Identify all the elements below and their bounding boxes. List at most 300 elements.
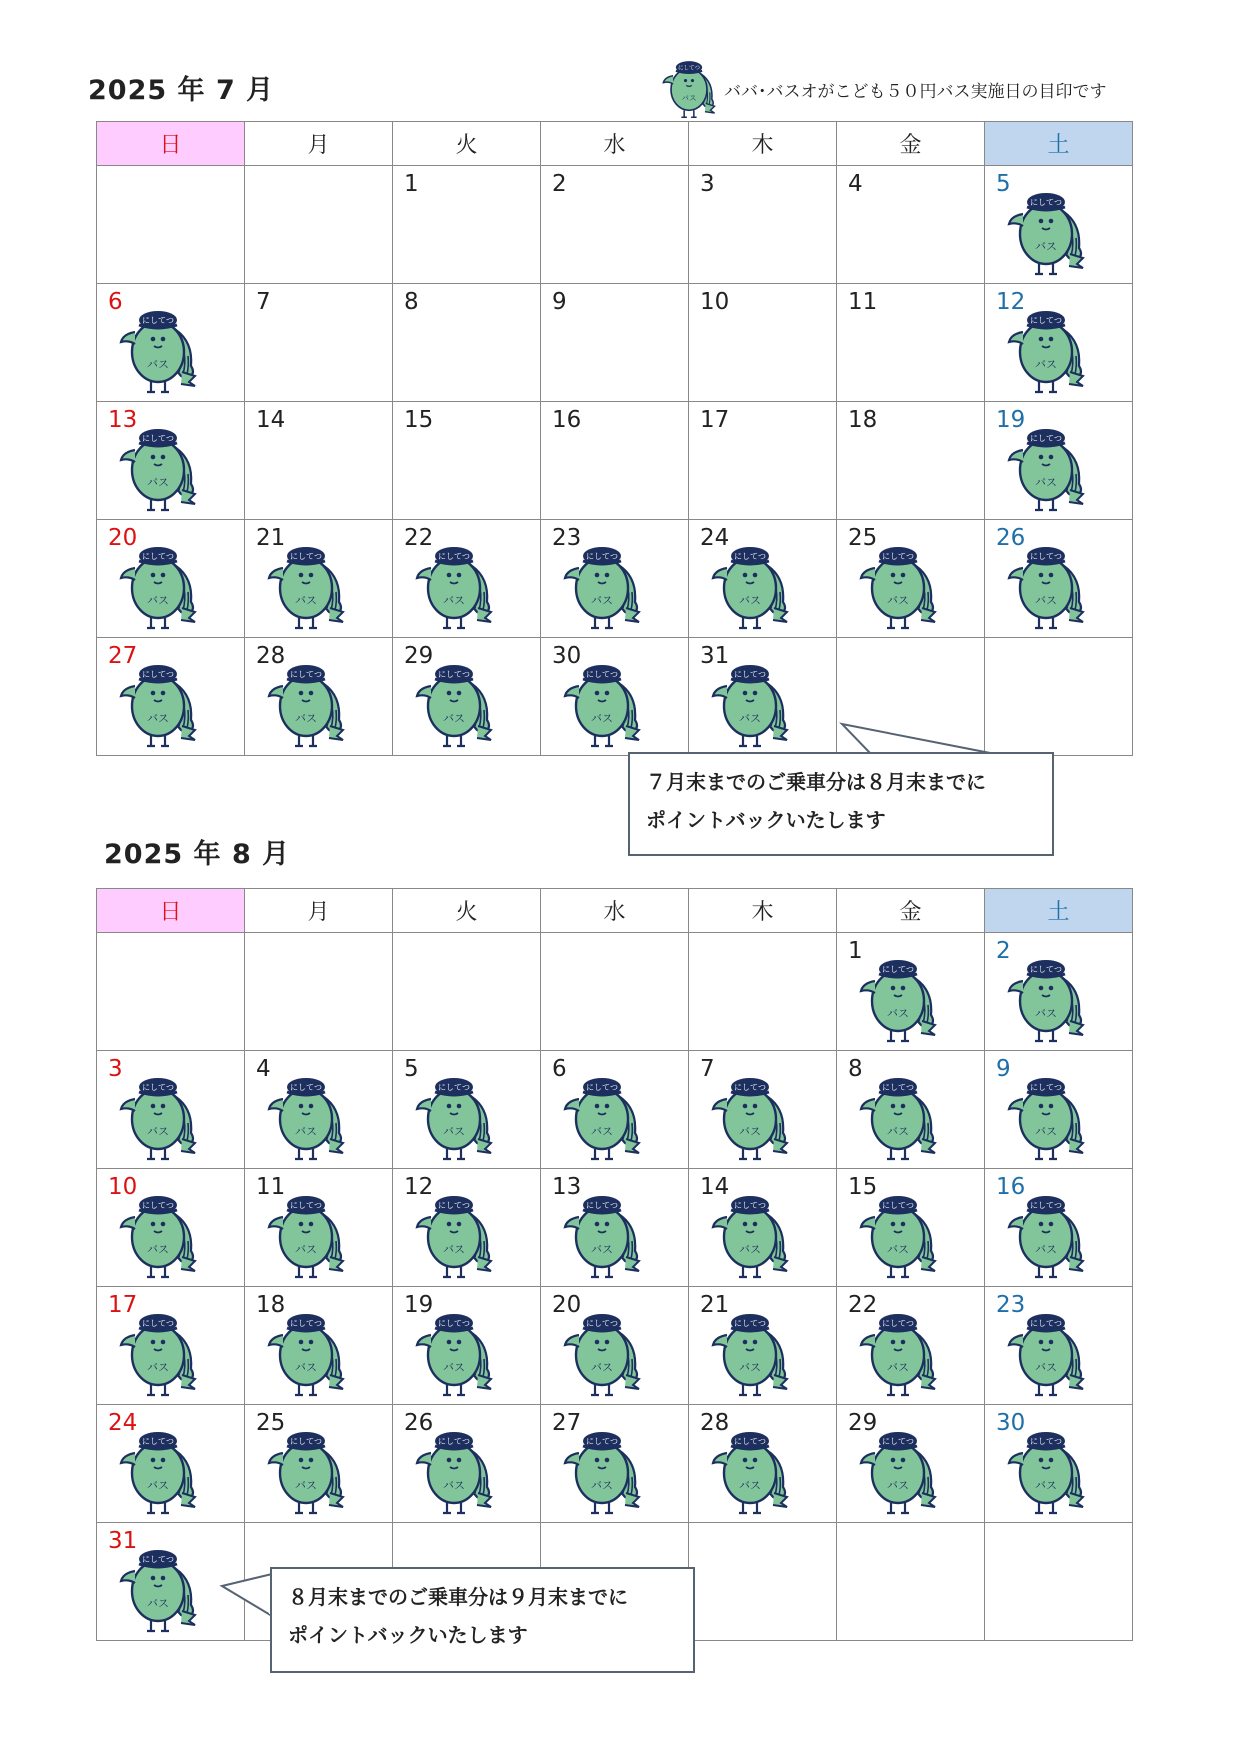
legend-text: ババ･バスオがこども５０円バス実施日の目印です	[724, 81, 1107, 102]
callout-july	[628, 752, 1054, 856]
svg-text:にしてつ: にしてつ	[1030, 1319, 1062, 1328]
day-number: 29	[848, 1410, 878, 1436]
weekday-header-monday: 月	[245, 122, 393, 166]
day-number: 10	[700, 289, 730, 315]
day-number: 24	[700, 525, 730, 551]
svg-text:バス: バス	[887, 1125, 909, 1138]
bird-mascot-icon	[563, 1177, 641, 1281]
day-cell	[689, 520, 837, 638]
svg-text:バス: バス	[739, 712, 761, 725]
bird-mascot-icon	[415, 1177, 493, 1281]
svg-text:バス: バス	[147, 358, 169, 371]
month-title-august: 2025 年 8 月	[104, 839, 291, 870]
svg-text:バス: バス	[147, 1597, 169, 1610]
day-cell	[837, 1169, 985, 1287]
day-cell	[97, 284, 245, 402]
svg-text:バス: バス	[1035, 1125, 1057, 1138]
bird-mascot-icon	[711, 1413, 789, 1517]
day-cell	[689, 638, 837, 756]
empty-day-cell	[97, 166, 245, 284]
empty-day-cell	[541, 933, 689, 1051]
svg-text:にしてつ: にしてつ	[290, 1201, 322, 1210]
day-cell	[837, 1405, 985, 1523]
day-number: 14	[700, 1174, 730, 1200]
day-number: 27	[552, 1410, 582, 1436]
day-cell	[689, 166, 837, 284]
month-title-july: 2025 年 7 月	[88, 75, 275, 106]
day-number: 21	[700, 1292, 730, 1318]
bird-mascot-icon	[1007, 1059, 1085, 1163]
bird-mascot-icon	[267, 1059, 345, 1163]
svg-text:にしてつ: にしてつ	[734, 670, 766, 679]
day-cell	[97, 1405, 245, 1523]
bird-mascot-icon	[415, 1059, 493, 1163]
svg-text:バス: バス	[887, 1361, 909, 1374]
day-cell	[245, 1405, 393, 1523]
day-number: 30	[552, 643, 582, 669]
svg-text:バス: バス	[1035, 1243, 1057, 1256]
day-number: 14	[256, 407, 286, 433]
svg-text:バス: バス	[591, 1125, 613, 1138]
svg-text:バス: バス	[147, 594, 169, 607]
svg-text:にしてつ: にしてつ	[1030, 1083, 1062, 1092]
day-cell	[837, 402, 985, 520]
day-number: 17	[700, 407, 730, 433]
day-number: 26	[404, 1410, 434, 1436]
svg-text:バス: バス	[887, 594, 909, 607]
day-number: 1	[848, 938, 863, 964]
bird-mascot-icon	[859, 528, 937, 632]
day-number: 6	[108, 289, 123, 315]
day-number: 4	[256, 1056, 271, 1082]
day-number: 4	[848, 171, 863, 197]
svg-text:バス: バス	[295, 1361, 317, 1374]
week-row	[97, 284, 1133, 402]
bird-mascot-icon	[1007, 174, 1085, 278]
bird-mascot-icon	[859, 1059, 937, 1163]
svg-text:バス: バス	[1035, 476, 1057, 489]
bird-mascot-icon	[711, 646, 789, 750]
day-number: 8	[404, 289, 419, 315]
svg-text:にしてつ: にしてつ	[882, 1083, 914, 1092]
svg-text:にしてつ: にしてつ	[1030, 198, 1062, 207]
day-cell	[393, 638, 541, 756]
day-cell	[689, 1051, 837, 1169]
weekday-header-row	[97, 889, 1133, 933]
bird-mascot-icon	[119, 1413, 197, 1517]
svg-text:にしてつ: にしてつ	[142, 552, 174, 561]
svg-text:にしてつ: にしてつ	[438, 1083, 470, 1092]
day-cell	[837, 166, 985, 284]
svg-text:バス: バス	[443, 594, 465, 607]
callout-august	[270, 1567, 695, 1673]
weekday-header-monday: 月	[245, 889, 393, 933]
callout-line: ７月末までのご乗車分は８月末までに	[646, 770, 986, 794]
empty-day-cell	[985, 1523, 1133, 1641]
svg-text:バス: バス	[591, 1479, 613, 1492]
svg-text:バス: バス	[295, 1125, 317, 1138]
svg-text:にしてつ: にしてつ	[734, 1319, 766, 1328]
svg-text:にしてつ: にしてつ	[1030, 965, 1062, 974]
day-number: 30	[996, 1410, 1026, 1436]
weekday-header-wednesday: 水	[541, 889, 689, 933]
svg-text:バス: バス	[739, 1479, 761, 1492]
day-cell	[97, 402, 245, 520]
callout-line: ８月末までのご乗車分は９月末までに	[288, 1585, 628, 1609]
day-number: 12	[996, 289, 1026, 315]
bird-mascot-icon	[563, 1295, 641, 1399]
day-number: 16	[996, 1174, 1026, 1200]
svg-text:にしてつ: にしてつ	[586, 1319, 618, 1328]
day-number: 1	[404, 171, 419, 197]
svg-text:バス: バス	[591, 712, 613, 725]
week-row	[97, 520, 1133, 638]
day-cell	[541, 402, 689, 520]
svg-text:バス: バス	[591, 1243, 613, 1256]
svg-text:にしてつ: にしてつ	[734, 1083, 766, 1092]
day-number: 23	[996, 1292, 1026, 1318]
day-number: 11	[848, 289, 878, 315]
day-cell	[393, 1169, 541, 1287]
svg-text:バス: バス	[443, 1361, 465, 1374]
day-number: 20	[108, 525, 138, 551]
svg-text:にしてつ: にしてつ	[290, 1319, 322, 1328]
day-number: 25	[256, 1410, 286, 1436]
bird-mascot-icon	[267, 646, 345, 750]
day-cell	[393, 1405, 541, 1523]
bird-mascot-icon	[859, 941, 937, 1045]
day-cell	[689, 1169, 837, 1287]
week-row	[97, 933, 1133, 1051]
day-number: 12	[404, 1174, 434, 1200]
weekday-header-tuesday: 火	[393, 122, 541, 166]
svg-text:バス: バス	[739, 1125, 761, 1138]
svg-text:にしてつ: にしてつ	[290, 1083, 322, 1092]
day-cell	[97, 1169, 245, 1287]
day-number: 23	[552, 525, 582, 551]
day-number: 26	[996, 525, 1026, 551]
bird-mascot-icon	[415, 1413, 493, 1517]
svg-text:にしてつ: にしてつ	[438, 1201, 470, 1210]
svg-text:にしてつ: にしてつ	[290, 552, 322, 561]
svg-text:バス: バス	[887, 1007, 909, 1020]
svg-text:にしてつ: にしてつ	[142, 316, 174, 325]
bird-mascot-icon	[711, 1295, 789, 1399]
day-cell	[541, 638, 689, 756]
svg-text:にしてつ: にしてつ	[1030, 1437, 1062, 1446]
bird-mascot-icon	[859, 1413, 937, 1517]
svg-text:バス: バス	[1035, 1007, 1057, 1020]
svg-text:バス: バス	[147, 1479, 169, 1492]
bird-mascot-icon	[119, 646, 197, 750]
svg-text:バス: バス	[887, 1479, 909, 1492]
svg-text:バス: バス	[739, 594, 761, 607]
day-cell	[245, 1169, 393, 1287]
weekday-header-sunday: 日	[97, 122, 245, 166]
svg-text:バス: バス	[591, 594, 613, 607]
weekday-header-friday: 金	[837, 122, 985, 166]
bird-mascot-icon	[119, 1177, 197, 1281]
day-cell	[689, 402, 837, 520]
svg-text:にしてつ: にしてつ	[882, 1319, 914, 1328]
day-cell	[97, 1051, 245, 1169]
svg-text:バス: バス	[147, 1125, 169, 1138]
svg-text:にしてつ: にしてつ	[1030, 1201, 1062, 1210]
svg-text:にしてつ: にしてつ	[586, 670, 618, 679]
svg-text:にしてつ: にしてつ	[142, 1555, 174, 1564]
weekday-header-row	[97, 122, 1133, 166]
svg-text:バス: バス	[443, 1243, 465, 1256]
svg-text:にしてつ: にしてつ	[586, 552, 618, 561]
svg-text:にしてつ: にしてつ	[734, 552, 766, 561]
svg-text:にしてつ: にしてつ	[438, 670, 470, 679]
day-cell	[541, 1051, 689, 1169]
day-number: 31	[700, 643, 730, 669]
week-row	[97, 1169, 1133, 1287]
day-number: 5	[404, 1056, 419, 1082]
day-cell	[985, 520, 1133, 638]
day-cell	[245, 284, 393, 402]
bird-mascot-icon	[1007, 1177, 1085, 1281]
day-number: 3	[108, 1056, 123, 1082]
svg-text:にしてつ: にしてつ	[1030, 552, 1062, 561]
day-cell	[837, 1287, 985, 1405]
svg-text:にしてつ: にしてつ	[882, 1201, 914, 1210]
day-cell	[985, 1051, 1133, 1169]
weekday-header-friday: 金	[837, 889, 985, 933]
day-cell	[541, 1287, 689, 1405]
svg-text:バス: バス	[147, 1243, 169, 1256]
bird-mascot-icon	[1007, 528, 1085, 632]
callout-line: ポイントバックいたします	[288, 1623, 528, 1647]
bird-mascot-icon	[119, 410, 197, 514]
svg-text:バス: バス	[1035, 1479, 1057, 1492]
day-number: 24	[108, 1410, 138, 1436]
empty-day-cell	[245, 933, 393, 1051]
bird-mascot-icon	[267, 1413, 345, 1517]
day-number: 27	[108, 643, 138, 669]
svg-text:バス: バス	[1035, 1361, 1057, 1374]
day-cell	[393, 1287, 541, 1405]
svg-text:にしてつ: にしてつ	[142, 1437, 174, 1446]
bird-mascot-icon	[415, 646, 493, 750]
day-cell	[245, 638, 393, 756]
day-cell	[541, 1169, 689, 1287]
svg-text:にしてつ: にしてつ	[142, 670, 174, 679]
bird-mascot-icon	[1007, 1295, 1085, 1399]
day-number: 18	[848, 407, 878, 433]
day-number: 31	[108, 1528, 138, 1554]
day-number: 5	[996, 171, 1011, 197]
weekday-header-saturday: 土	[985, 889, 1133, 933]
day-number: 28	[700, 1410, 730, 1436]
day-cell	[985, 402, 1133, 520]
svg-text:バス: バス	[887, 1243, 909, 1256]
bird-mascot-icon	[662, 48, 716, 120]
day-cell	[689, 1405, 837, 1523]
day-number: 13	[108, 407, 138, 433]
svg-text:にしてつ: にしてつ	[290, 670, 322, 679]
day-cell	[393, 1051, 541, 1169]
bird-mascot-icon	[415, 528, 493, 632]
day-number: 18	[256, 1292, 286, 1318]
svg-text:バス: バス	[1035, 594, 1057, 607]
bird-mascot-icon	[267, 528, 345, 632]
week-row	[97, 402, 1133, 520]
day-cell	[97, 638, 245, 756]
day-cell	[393, 284, 541, 402]
bird-mascot-icon	[711, 528, 789, 632]
day-number: 20	[552, 1292, 582, 1318]
day-number: 22	[404, 525, 434, 551]
day-cell	[541, 520, 689, 638]
day-number: 28	[256, 643, 286, 669]
day-cell	[393, 402, 541, 520]
empty-day-cell	[689, 1523, 837, 1641]
svg-text:にしてつ: にしてつ	[290, 1437, 322, 1446]
week-row	[97, 1287, 1133, 1405]
day-cell	[985, 1287, 1133, 1405]
day-number: 11	[256, 1174, 286, 1200]
svg-text:バス: バス	[443, 1479, 465, 1492]
svg-text:にしてつ: にしてつ	[882, 1437, 914, 1446]
weekday-header-saturday: 土	[985, 122, 1133, 166]
svg-text:にしてつ: にしてつ	[438, 1319, 470, 1328]
day-cell	[245, 1051, 393, 1169]
svg-text:にしてつ: にしてつ	[1030, 316, 1062, 325]
bird-mascot-icon	[415, 1295, 493, 1399]
day-cell	[393, 520, 541, 638]
day-number: 9	[996, 1056, 1011, 1082]
day-cell	[245, 520, 393, 638]
day-number: 13	[552, 1174, 582, 1200]
bird-mascot-icon	[1007, 292, 1085, 396]
weekday-header-sunday: 日	[97, 889, 245, 933]
weekday-header-wednesday: 水	[541, 122, 689, 166]
day-number: 2	[996, 938, 1011, 964]
empty-day-cell	[689, 933, 837, 1051]
day-cell	[837, 933, 985, 1051]
day-cell	[97, 1287, 245, 1405]
day-cell	[985, 1405, 1133, 1523]
empty-day-cell	[245, 166, 393, 284]
bird-mascot-icon	[563, 528, 641, 632]
svg-text:バス: バス	[443, 1125, 465, 1138]
svg-text:にしてつ: にしてつ	[142, 434, 174, 443]
bird-mascot-icon	[563, 646, 641, 750]
bird-mascot-icon	[119, 1295, 197, 1399]
bird-mascot-icon	[1007, 410, 1085, 514]
day-number: 22	[848, 1292, 878, 1318]
day-number: 19	[996, 407, 1026, 433]
bird-mascot-icon	[119, 1059, 197, 1163]
day-number: 7	[256, 289, 271, 315]
svg-text:バス: バス	[147, 476, 169, 489]
bird-mascot-icon	[267, 1295, 345, 1399]
day-number: 21	[256, 525, 286, 551]
svg-text:バス: バス	[739, 1243, 761, 1256]
day-cell	[97, 520, 245, 638]
week-row	[97, 1051, 1133, 1169]
day-cell	[985, 1169, 1133, 1287]
svg-text:バス: バス	[1035, 358, 1057, 371]
day-cell	[985, 166, 1133, 284]
svg-text:にしてつ: にしてつ	[734, 1201, 766, 1210]
day-cell	[541, 284, 689, 402]
svg-text:にしてつ: にしてつ	[142, 1201, 174, 1210]
day-number: 19	[404, 1292, 434, 1318]
svg-text:にしてつ: にしてつ	[734, 1437, 766, 1446]
weekday-header-tuesday: 火	[393, 889, 541, 933]
bird-mascot-icon	[1007, 941, 1085, 1045]
calendar-august	[96, 888, 1133, 1641]
svg-text:バス: バス	[147, 1361, 169, 1374]
bird-mascot-icon	[119, 292, 197, 396]
day-cell	[837, 520, 985, 638]
day-number: 6	[552, 1056, 567, 1082]
svg-text:バス: バス	[443, 712, 465, 725]
day-cell	[541, 1405, 689, 1523]
day-cell	[689, 284, 837, 402]
svg-text:にしてつ: にしてつ	[142, 1319, 174, 1328]
day-cell	[393, 166, 541, 284]
bird-mascot-icon	[563, 1059, 641, 1163]
bird-mascot-icon	[119, 528, 197, 632]
week-row	[97, 166, 1133, 284]
legend	[662, 48, 1107, 120]
week-row	[97, 1405, 1133, 1523]
svg-text:にしてつ: にしてつ	[882, 965, 914, 974]
day-number: 17	[108, 1292, 138, 1318]
empty-day-cell	[97, 933, 245, 1051]
svg-text:にしてつ: にしてつ	[586, 1201, 618, 1210]
calendar-july	[96, 121, 1133, 756]
svg-text:バス: バス	[147, 712, 169, 725]
svg-text:にしてつ: にしてつ	[586, 1437, 618, 1446]
empty-day-cell	[837, 1523, 985, 1641]
day-number: 15	[404, 407, 434, 433]
day-number: 10	[108, 1174, 138, 1200]
weekday-header-thursday: 木	[689, 122, 837, 166]
bird-mascot-icon	[859, 1177, 937, 1281]
day-number: 8	[848, 1056, 863, 1082]
bird-mascot-icon	[711, 1177, 789, 1281]
day-cell	[837, 1051, 985, 1169]
bird-mascot-icon	[563, 1413, 641, 1517]
svg-text:バス: バス	[591, 1361, 613, 1374]
day-cell	[245, 402, 393, 520]
svg-text:バス: バス	[295, 1243, 317, 1256]
svg-text:バス: バス	[295, 712, 317, 725]
bird-mascot-icon	[859, 1295, 937, 1399]
svg-text:にしてつ: にしてつ	[438, 552, 470, 561]
svg-text:にしてつ: にしてつ	[142, 1083, 174, 1092]
svg-text:バス: バス	[295, 1479, 317, 1492]
svg-text:にしてつ: にしてつ	[438, 1437, 470, 1446]
day-cell	[837, 284, 985, 402]
day-number: 29	[404, 643, 434, 669]
callout-line: ポイントバックいたします	[646, 808, 886, 832]
day-number: 16	[552, 407, 582, 433]
svg-text:にしてつ: にしてつ	[882, 552, 914, 561]
svg-text:にしてつ: にしてつ	[677, 65, 701, 72]
bird-mascot-icon	[119, 1531, 197, 1635]
day-number: 15	[848, 1174, 878, 1200]
empty-day-cell	[985, 638, 1133, 756]
svg-text:バス: バス	[1035, 240, 1057, 253]
day-number: 2	[552, 171, 567, 197]
svg-text:バス: バス	[681, 93, 697, 103]
